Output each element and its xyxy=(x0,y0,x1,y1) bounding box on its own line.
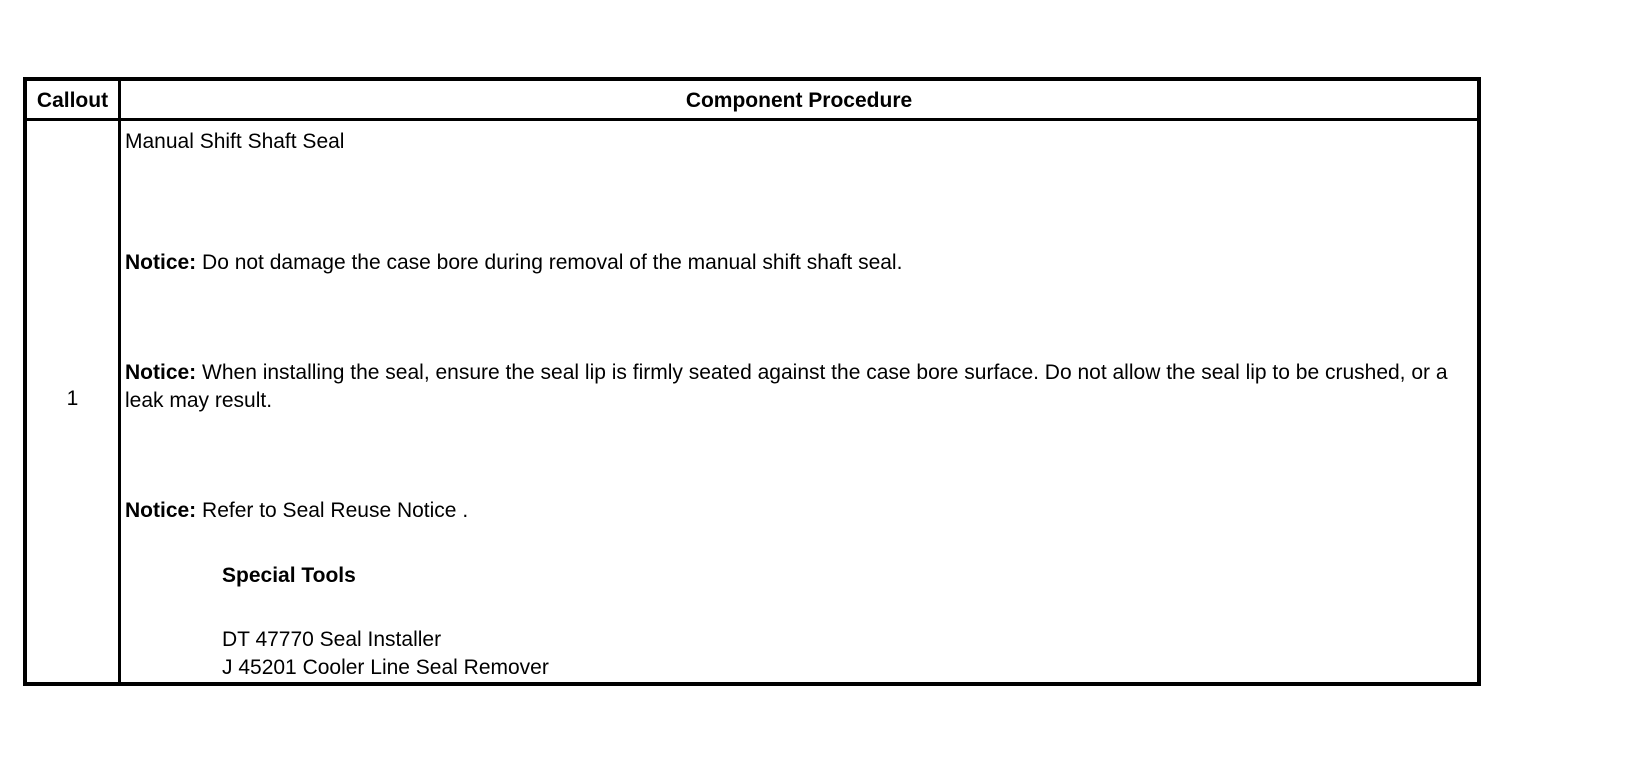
header-callout: Callout xyxy=(36,89,109,112)
callout-number: 1 xyxy=(66,387,79,410)
notice-3 xyxy=(125,497,468,525)
notice-2 xyxy=(125,359,1465,415)
component-name: Manual Shift Shaft Seal xyxy=(125,130,345,153)
notice-2-label: Notice: xyxy=(125,361,197,384)
special-tools-heading: Special Tools xyxy=(222,564,356,587)
special-tool-item: DT 47770 Seal Installer xyxy=(222,628,442,651)
component-procedure-table xyxy=(23,77,1481,686)
column-divider xyxy=(118,81,121,682)
special-tool-item: J 45201 Cooler Line Seal Remover xyxy=(222,656,549,679)
notice-3-label: Notice: xyxy=(125,499,197,522)
notice-1-text: Do not damage the case bore during removal of the manual shift shaft seal. xyxy=(196,251,903,274)
notice-1-label: Notice: xyxy=(125,251,197,274)
notice-1 xyxy=(125,249,902,277)
header-component-procedure: Component Procedure xyxy=(685,89,913,112)
notice-2-text: When installing the seal, ensure the seal lip is firmly seated against the case bore surface. Do not allow the seal lip to be crushed, or a leak may result. xyxy=(125,361,1448,412)
notice-3-text: Refer to Seal Reuse Notice . xyxy=(196,499,469,522)
table-header-row xyxy=(27,81,1477,121)
